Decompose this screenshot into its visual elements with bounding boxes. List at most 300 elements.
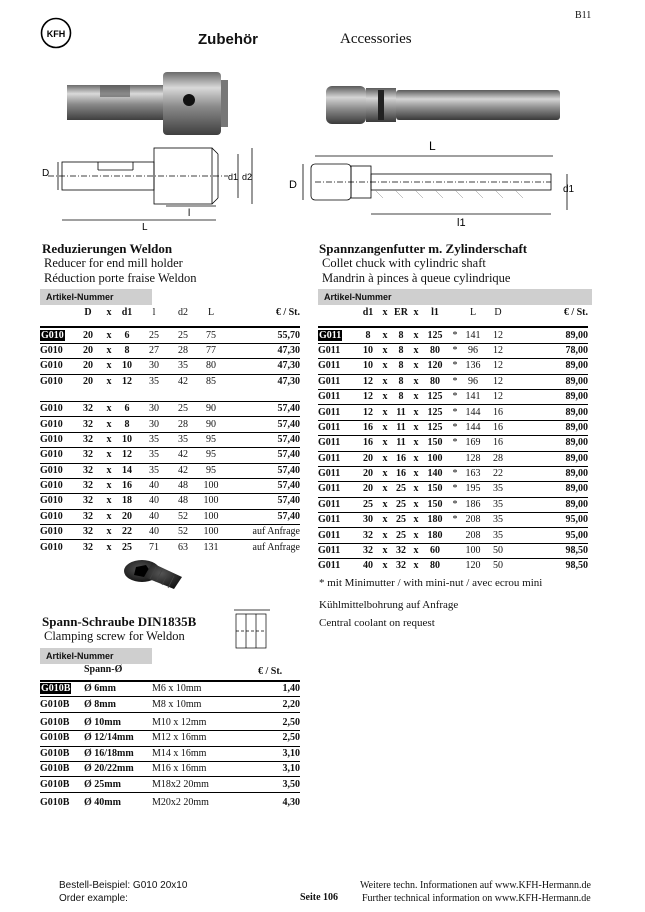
table-row	[318, 497, 588, 512]
collet-note-coolant-de: Kühlmittelbohrung auf Anfrage	[319, 599, 459, 611]
cell-x: x	[102, 359, 116, 374]
cell-ER: 16	[392, 451, 410, 466]
cell-x: x	[378, 528, 392, 543]
cell-price: 89,00	[512, 451, 588, 466]
cell-x: x	[102, 448, 116, 463]
cell-price: auf Anfrage	[226, 540, 300, 555]
cell-L: 77	[196, 343, 226, 358]
cell-d1: 8	[116, 343, 138, 358]
table-row	[318, 389, 588, 404]
cell-mini-nut-mark: *	[448, 482, 462, 497]
article-code: G010	[40, 417, 74, 432]
cell-d1: 40	[358, 559, 378, 574]
cell-d2: 28	[170, 417, 196, 432]
drawing-right-D: D	[289, 179, 297, 191]
cell-price: auf Anfrage	[226, 525, 300, 540]
article-code	[318, 327, 358, 343]
table-row	[318, 451, 588, 466]
cell-D: 12	[484, 327, 512, 343]
cell-l1: 60	[422, 543, 448, 558]
article-code: G010B	[41, 683, 71, 695]
cell-D: 32	[74, 417, 102, 432]
cell-ER: 8	[392, 343, 410, 358]
table-row	[318, 466, 588, 481]
table-row	[318, 405, 588, 420]
drawing-left-d2: d2	[242, 172, 253, 182]
cell-mini-nut-mark: *	[448, 513, 462, 528]
cell-mini-nut-mark: *	[448, 466, 462, 481]
table-row	[318, 528, 588, 543]
article-code: G010	[40, 432, 74, 447]
cell-D: 20	[74, 359, 102, 374]
article-code: G010B	[40, 792, 84, 810]
cell-price: 89,00	[512, 436, 588, 451]
table-row	[40, 463, 300, 478]
cell-l: 27	[138, 343, 170, 358]
cell-D: 35	[484, 482, 512, 497]
cell-price: 89,00	[512, 359, 588, 374]
clamping-screw-drawing	[232, 608, 274, 654]
cell-d1: 16	[358, 420, 378, 435]
collet-header-d1: d1	[362, 307, 374, 319]
collet-note-mini-nut: * mit Minimutter / with mini-nut / avec ecrou mini	[319, 577, 543, 589]
article-code: G011	[318, 343, 358, 358]
cell-d2: 42	[170, 374, 196, 389]
cell-L: 144	[462, 405, 484, 420]
cell-L: 144	[462, 420, 484, 435]
table-row	[40, 432, 300, 447]
cell-spann-diameter: Ø 6mm	[84, 681, 152, 697]
table-row	[318, 543, 588, 558]
cell-thread: M18x2 20mm	[152, 777, 242, 792]
cell-d2: 28	[170, 343, 196, 358]
weldon-subtitle-en: Reducer for end mill holder	[44, 256, 183, 270]
table-row	[318, 559, 588, 574]
clamping-screw-photo	[112, 553, 192, 595]
cell-ER: 11	[392, 420, 410, 435]
cell-ER: 32	[392, 559, 410, 574]
cell-ER: 11	[392, 436, 410, 451]
table-row	[318, 343, 588, 358]
cell-x: x	[102, 343, 116, 358]
cell-l: 71	[138, 540, 170, 555]
cell-d1: 12	[358, 405, 378, 420]
cell-price: 89,00	[512, 374, 588, 389]
logo-text: KFH	[46, 29, 66, 39]
weldon-title: Reduzierungen Weldon	[42, 241, 173, 256]
cell-spann-diameter: Ø 16/18mm	[84, 746, 152, 761]
article-code: G010B	[40, 761, 84, 776]
cell-l1: 100	[422, 451, 448, 466]
cell-mini-nut-mark: *	[448, 497, 462, 512]
cell-ER: 11	[392, 405, 410, 420]
cell-D: 35	[484, 528, 512, 543]
cell-price: 78,00	[512, 343, 588, 358]
cell-price: 89,00	[512, 466, 588, 481]
cell-spann-diameter: Ø 8mm	[84, 697, 152, 712]
cell-L: 100	[196, 509, 226, 524]
info-en: Further technical information on www.KFH-Hermann.de	[362, 893, 591, 904]
cell-L: 100	[462, 543, 484, 558]
cell-x: x	[410, 513, 422, 528]
table-row	[40, 746, 300, 761]
cell-L: 131	[196, 540, 226, 555]
cell-d1: 20	[358, 482, 378, 497]
article-code: G010B	[40, 697, 84, 712]
cell-x: x	[378, 389, 392, 404]
cell-L: 163	[462, 466, 484, 481]
cell-d2: 48	[170, 478, 196, 493]
collet-header-x1: x	[382, 307, 388, 319]
cell-d1: 20	[116, 509, 138, 524]
drawing-left-D: D	[42, 168, 50, 179]
cell-l: 40	[138, 478, 170, 493]
table-row	[318, 420, 588, 435]
article-code: G011	[318, 543, 358, 558]
collet-header-D: D	[494, 307, 502, 319]
title-en: Accessories	[340, 31, 412, 47]
table-row	[40, 401, 300, 416]
cell-price: 1,40	[242, 681, 300, 697]
cell-l: 40	[138, 509, 170, 524]
cell-d2: 42	[170, 463, 196, 478]
article-code: G011	[318, 559, 358, 574]
cell-x: x	[410, 559, 422, 574]
cell-D: 28	[484, 451, 512, 466]
cell-D: 16	[484, 420, 512, 435]
cell-price: 98,50	[512, 543, 588, 558]
article-code: G010B	[40, 777, 84, 792]
collet-header-row	[318, 306, 588, 320]
table-row	[40, 448, 300, 463]
collet-drawing	[285, 136, 585, 232]
cell-x: x	[378, 405, 392, 420]
cell-d1: 18	[116, 494, 138, 509]
cell-x: x	[102, 525, 116, 540]
kfh-logo	[40, 17, 72, 49]
cell-D: 32	[74, 478, 102, 493]
cell-price: 47,30	[226, 359, 300, 374]
cell-x: x	[410, 327, 422, 343]
cell-D: 22	[484, 466, 512, 481]
article-code: G011	[318, 497, 358, 512]
order-example-de: Bestell-Beispiel: G010 20x10	[59, 880, 188, 891]
cell-L: 120	[462, 559, 484, 574]
order-example-en: Order example:	[59, 893, 128, 904]
cell-thread: M10 x 12mm	[152, 712, 242, 730]
cell-price: 3,10	[242, 746, 300, 761]
screw-header-price: € / St.	[258, 666, 283, 677]
cell-L: 95	[196, 463, 226, 478]
cell-L: 80	[196, 359, 226, 374]
drawing-left-d1: d1	[228, 172, 239, 182]
cell-d1: 12	[116, 374, 138, 389]
cell-x: x	[410, 497, 422, 512]
weldon-table	[40, 306, 300, 555]
cell-x: x	[102, 327, 116, 343]
cell-L: 90	[196, 417, 226, 432]
cell-L: 141	[462, 389, 484, 404]
title-de: Zubehör	[198, 31, 258, 48]
cell-price: 89,00	[512, 389, 588, 404]
weldon-header-d2: d2	[178, 307, 188, 319]
collet-subtitle-en: Collet chuck with cylindric shaft	[322, 256, 486, 270]
cell-d2: 52	[170, 509, 196, 524]
cell-L: 95	[196, 448, 226, 463]
cell-L: 100	[196, 494, 226, 509]
table-row	[40, 359, 300, 374]
article-code: G010	[40, 448, 74, 463]
cell-L: 95	[196, 432, 226, 447]
cell-x: x	[378, 482, 392, 497]
cell-d2: 25	[170, 327, 196, 343]
article-code	[40, 327, 74, 343]
cell-l1: 150	[422, 436, 448, 451]
cell-d1: 32	[358, 543, 378, 558]
weldon-header-D: D	[84, 307, 92, 319]
cell-l1: 180	[422, 513, 448, 528]
cell-d1: 6	[116, 327, 138, 343]
cell-L: 90	[196, 401, 226, 416]
cell-L: 85	[196, 374, 226, 389]
cell-price: 57,40	[226, 401, 300, 416]
cell-x: x	[102, 401, 116, 416]
cell-l: 35	[138, 374, 170, 389]
drawing-right-d1: d1	[563, 184, 575, 195]
table-row	[318, 436, 588, 451]
cell-x: x	[410, 389, 422, 404]
cell-x: x	[102, 494, 116, 509]
cell-spann-diameter: Ø 20/22mm	[84, 761, 152, 776]
article-code: G010B	[40, 746, 84, 761]
cell-D: 32	[74, 525, 102, 540]
cell-D: 32	[74, 509, 102, 524]
cell-price: 57,40	[226, 417, 300, 432]
article-code: G011	[318, 466, 358, 481]
article-code: G011	[318, 528, 358, 543]
cell-d1: 6	[116, 401, 138, 416]
cell-D: 32	[74, 401, 102, 416]
cell-price: 3,50	[242, 777, 300, 792]
table-row	[40, 343, 300, 358]
article-code: G011	[318, 420, 358, 435]
cell-L: 96	[462, 343, 484, 358]
cell-x: x	[102, 540, 116, 555]
collet-note-coolant-en: Central coolant on request	[319, 617, 435, 629]
cell-l: 35	[138, 432, 170, 447]
cell-thread: M16 x 16mm	[152, 761, 242, 776]
cell-mini-nut-mark: *	[448, 359, 462, 374]
cell-price: 89,00	[512, 420, 588, 435]
cell-l1: 150	[422, 482, 448, 497]
cell-D: 16	[484, 405, 512, 420]
cell-x: x	[378, 497, 392, 512]
cell-x: x	[410, 451, 422, 466]
weldon-drawing	[38, 140, 270, 232]
table-row	[40, 697, 300, 712]
cell-x: x	[102, 374, 116, 389]
cell-d1: 25	[116, 540, 138, 555]
cell-x: x	[410, 343, 422, 358]
article-code: G010	[40, 343, 74, 358]
cell-spann-diameter: Ø 40mm	[84, 792, 152, 810]
cell-d1: 12	[116, 448, 138, 463]
cell-price: 57,40	[226, 432, 300, 447]
info-de: Weitere techn. Informationen auf www.KFH-Hermann.de	[360, 880, 591, 891]
cell-price: 57,40	[226, 509, 300, 524]
cell-d1: 32	[358, 528, 378, 543]
cell-price: 57,40	[226, 494, 300, 509]
table-row	[318, 482, 588, 497]
article-code: G010	[40, 494, 74, 509]
cell-D: 16	[484, 436, 512, 451]
weldon-artikel-nummer: Artikel-Nummer	[40, 289, 152, 305]
cell-L: 195	[462, 482, 484, 497]
screw-subtitle-en: Clamping screw for Weldon	[44, 629, 185, 643]
cell-thread: M6 x 10mm	[152, 681, 242, 697]
cell-x: x	[378, 374, 392, 389]
cell-d1: 14	[116, 463, 138, 478]
cell-l1: 80	[422, 374, 448, 389]
cell-L: 128	[462, 451, 484, 466]
cell-x: x	[378, 327, 392, 343]
cell-ER: 8	[392, 389, 410, 404]
drawing-left-l: l	[188, 208, 191, 219]
cell-l1: 150	[422, 497, 448, 512]
weldon-header-L: L	[207, 307, 215, 319]
cell-D: 32	[74, 448, 102, 463]
cell-l1: 125	[422, 405, 448, 420]
table-row	[40, 417, 300, 432]
cell-d1: 25	[358, 497, 378, 512]
cell-d1: 16	[116, 478, 138, 493]
cell-d1: 30	[358, 513, 378, 528]
cell-x: x	[102, 509, 116, 524]
article-code: G010B	[40, 712, 84, 730]
cell-l: 35	[138, 463, 170, 478]
cell-mini-nut-mark	[448, 543, 462, 558]
cell-price: 57,40	[226, 478, 300, 493]
cell-l1: 120	[422, 359, 448, 374]
cell-d1: 20	[358, 451, 378, 466]
cell-d1: 10	[116, 359, 138, 374]
cell-mini-nut-mark: *	[448, 389, 462, 404]
cell-x: x	[378, 466, 392, 481]
cell-D: 35	[484, 513, 512, 528]
cell-spann-diameter: Ø 12/14mm	[84, 731, 152, 746]
cell-d2: 52	[170, 525, 196, 540]
weldon-header-x: x	[106, 307, 112, 319]
weldon-header-price: € / St.	[275, 307, 300, 319]
article-code: G011	[318, 389, 358, 404]
cell-D: 20	[74, 327, 102, 343]
table-row	[318, 513, 588, 528]
cell-l1: 125	[422, 327, 448, 343]
cell-D: 20	[74, 343, 102, 358]
cell-L: 136	[462, 359, 484, 374]
cell-price: 3,10	[242, 761, 300, 776]
cell-x: x	[102, 478, 116, 493]
cell-price: 2,20	[242, 697, 300, 712]
cell-mini-nut-mark: *	[448, 374, 462, 389]
cell-x: x	[378, 343, 392, 358]
article-code: G011	[318, 374, 358, 389]
drawing-right-l1: l1	[457, 217, 466, 229]
cell-mini-nut-mark: *	[448, 343, 462, 358]
cell-mini-nut-mark: *	[448, 420, 462, 435]
cell-ER: 25	[392, 482, 410, 497]
cell-price: 2,50	[242, 712, 300, 730]
table-row	[40, 374, 300, 389]
cell-x: x	[378, 420, 392, 435]
article-code: G011	[318, 513, 358, 528]
cell-l: 40	[138, 494, 170, 509]
cell-ER: 32	[392, 543, 410, 558]
weldon-reducer-photo	[65, 70, 230, 140]
cell-d1: 10	[358, 343, 378, 358]
cell-price: 89,00	[512, 482, 588, 497]
weldon-header-row	[40, 306, 300, 320]
article-code: G010	[40, 525, 74, 540]
screw-header-spann: Spann-Ø	[84, 664, 123, 675]
cell-ER: 8	[392, 327, 410, 343]
cell-l1: 80	[422, 343, 448, 358]
weldon-header-d1: d1	[121, 307, 133, 319]
cell-d1: 16	[358, 436, 378, 451]
cell-price: 89,00	[512, 327, 588, 343]
cell-L: 208	[462, 528, 484, 543]
article-code: G010	[40, 463, 74, 478]
collet-header-ER: ER	[394, 307, 408, 319]
cell-mini-nut-mark	[448, 451, 462, 466]
screw-title: Spann-Schraube DIN1835B	[42, 614, 197, 629]
cell-price: 2,50	[242, 731, 300, 746]
cell-x: x	[102, 432, 116, 447]
article-code: G011	[319, 329, 342, 341]
cell-price: 57,40	[226, 463, 300, 478]
cell-price: 4,30	[242, 792, 300, 810]
drawing-right-L: L	[429, 139, 436, 153]
cell-price: 98,50	[512, 559, 588, 574]
cell-x: x	[410, 374, 422, 389]
cell-spann-diameter: Ø 25mm	[84, 777, 152, 792]
table-row	[40, 327, 300, 343]
cell-l: 40	[138, 525, 170, 540]
cell-D: 12	[484, 343, 512, 358]
cell-thread: M12 x 16mm	[152, 731, 242, 746]
cell-price: 47,30	[226, 374, 300, 389]
cell-x: x	[378, 451, 392, 466]
table-row	[40, 792, 300, 810]
screw-table	[40, 680, 300, 810]
cell-mini-nut-mark	[448, 528, 462, 543]
cell-x: x	[378, 436, 392, 451]
table-row	[40, 478, 300, 493]
cell-l: 25	[138, 327, 170, 343]
cell-D: 12	[484, 359, 512, 374]
table-row	[40, 494, 300, 509]
table-row	[40, 681, 300, 697]
cell-ER: 25	[392, 513, 410, 528]
screw-artikel-nummer: Artikel-Nummer	[40, 648, 152, 664]
collet-artikel-nummer: Artikel-Nummer	[318, 289, 592, 305]
article-code: G011	[318, 359, 358, 374]
table-row	[318, 374, 588, 389]
cell-ER: 8	[392, 359, 410, 374]
collet-chuck-photo	[322, 80, 562, 130]
table-row	[40, 509, 300, 524]
cell-L: 96	[462, 374, 484, 389]
